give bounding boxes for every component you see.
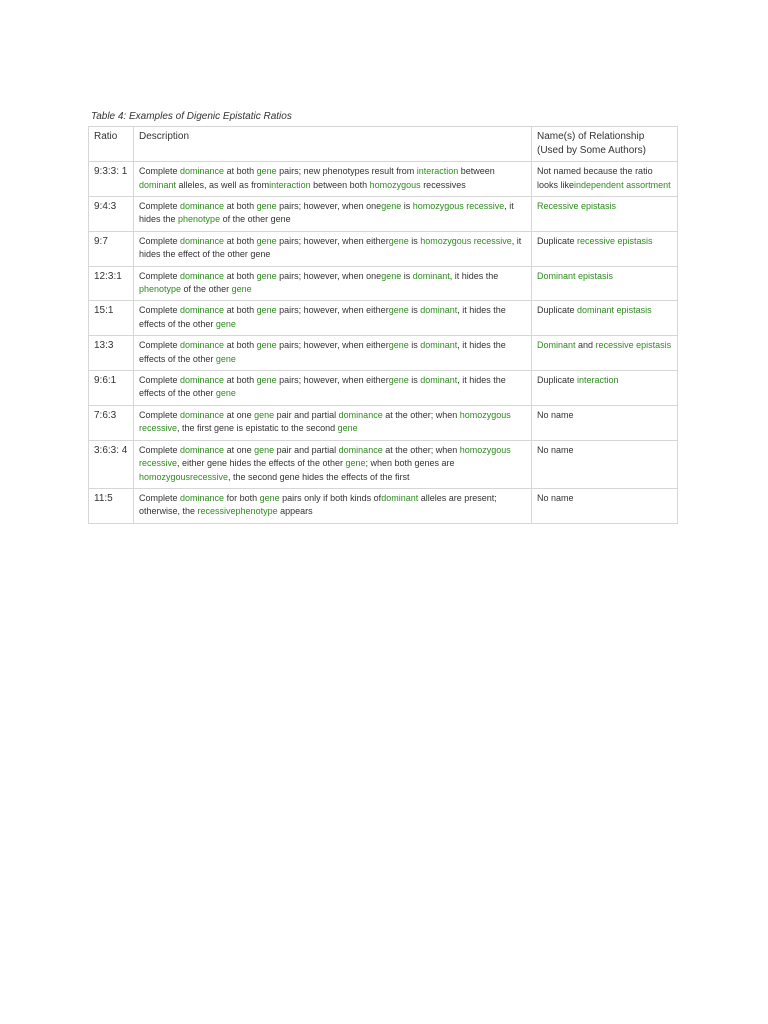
- glossary-link[interactable]: homozygous recessive: [412, 201, 505, 211]
- text-segment: , it hides the: [139, 201, 514, 225]
- text-segment: Complete: [139, 409, 181, 420]
- glossary-link[interactable]: gene: [215, 353, 236, 364]
- header-relationship-name: Name(s) of Relationship (Used by Some Authors): [532, 127, 678, 162]
- relationship-name-cell: [532, 197, 678, 232]
- text-segment: Complete: [139, 235, 181, 246]
- glossary-link[interactable]: dominance: [180, 305, 225, 316]
- header-description: Description: [134, 127, 532, 162]
- description-cell: [134, 266, 532, 301]
- glossary-link[interactable]: gene: [256, 305, 277, 316]
- text-segment: pairs; however, when either: [276, 305, 389, 316]
- table-header-row: [89, 127, 678, 162]
- text-segment: ; when both genes are: [365, 458, 455, 469]
- text-segment: Duplicate: [537, 235, 578, 246]
- description-cell: [134, 405, 532, 440]
- glossary-link[interactable]: gene: [345, 458, 366, 469]
- text-segment: at the other; when: [382, 444, 460, 455]
- text-segment: No name: [537, 444, 574, 455]
- text-segment: alleles, as well as from: [176, 179, 270, 190]
- text-segment: of the other: [181, 284, 232, 295]
- epistatic-ratios-table: [88, 126, 678, 524]
- ratio-cell: 9:6:1: [89, 371, 134, 406]
- text-segment: and: [575, 340, 596, 351]
- text-segment: , it hides the effects of the other: [139, 305, 506, 329]
- glossary-link[interactable]: dominance: [180, 375, 225, 386]
- relationship-name-cell: [532, 440, 678, 488]
- text-segment: at one: [224, 409, 255, 420]
- glossary-link[interactable]: dominant: [381, 492, 419, 503]
- relationship-name-cell: [532, 301, 678, 336]
- table-row: [89, 371, 678, 406]
- relationship-name-cell: [532, 488, 678, 523]
- glossary-link[interactable]: gene: [256, 375, 277, 386]
- relationship-name-cell: [532, 371, 678, 406]
- text-segment: is: [401, 201, 413, 211]
- glossary-link[interactable]: dominance: [180, 201, 225, 211]
- table-row: [89, 405, 678, 440]
- text-segment: for both: [224, 492, 260, 503]
- relationship-name-cell: [532, 266, 678, 301]
- text-segment: No name: [537, 409, 574, 420]
- glossary-link[interactable]: gene: [256, 270, 277, 281]
- text-segment: pairs; however, when one: [276, 270, 382, 281]
- glossary-link[interactable]: recessivephenotype: [197, 506, 278, 517]
- text-segment: Complete: [139, 201, 181, 211]
- ratio-cell: 13:3: [89, 336, 134, 371]
- glossary-link[interactable]: gene: [388, 235, 409, 246]
- ratio-cell: 9:3:3: 1: [89, 162, 134, 197]
- glossary-link[interactable]: interaction: [416, 166, 459, 177]
- glossary-link[interactable]: homozygousrecessive: [139, 471, 229, 482]
- ratio-cell: 9:7: [89, 231, 134, 266]
- glossary-link[interactable]: gene: [256, 340, 277, 351]
- glossary-link[interactable]: dominance: [180, 340, 225, 351]
- glossary-link[interactable]: gene: [259, 492, 280, 503]
- glossary-link[interactable]: gene: [254, 444, 275, 455]
- glossary-link[interactable]: dominant: [420, 375, 458, 386]
- glossary-link[interactable]: gene: [215, 318, 236, 329]
- glossary-link[interactable]: gene: [381, 270, 402, 281]
- ratio-cell: 12:3:1: [89, 266, 134, 301]
- glossary-link[interactable]: recessive epistasis: [577, 235, 653, 246]
- description-cell: [134, 336, 532, 371]
- table-row: [89, 488, 678, 523]
- glossary-link[interactable]: dominance: [338, 409, 383, 420]
- table-row: [89, 231, 678, 266]
- text-segment: at the other; when: [382, 409, 460, 420]
- text-segment: Duplicate: [537, 375, 578, 386]
- glossary-link[interactable]: homozygous recessive: [139, 444, 511, 469]
- text-segment: pair and partial: [274, 409, 339, 420]
- glossary-link[interactable]: recessive epistasis: [595, 340, 672, 351]
- glossary-link[interactable]: gene: [215, 388, 236, 399]
- text-segment: , it hides the effects of the other: [139, 375, 506, 399]
- text-segment: Complete: [139, 492, 181, 503]
- text-segment: at both: [224, 235, 257, 246]
- glossary-link[interactable]: gene: [256, 201, 277, 211]
- text-segment: pairs; however, when either: [276, 375, 389, 386]
- glossary-link[interactable]: gene: [337, 423, 358, 434]
- text-segment: recessives: [420, 179, 466, 190]
- glossary-link[interactable]: gene: [231, 284, 252, 295]
- text-segment: , it hides the effect of the other gene: [139, 235, 522, 260]
- ratio-cell: 15:1: [89, 301, 134, 336]
- description-cell: [134, 197, 532, 232]
- text-segment: is: [408, 375, 421, 386]
- text-segment: Complete: [139, 305, 181, 316]
- text-segment: at both: [224, 201, 257, 211]
- glossary-link[interactable]: interaction: [269, 179, 311, 190]
- text-segment: pair and partial: [274, 444, 339, 455]
- text-segment: between both: [310, 179, 370, 190]
- text-segment: at both: [224, 375, 257, 386]
- relationship-name-cell: [532, 336, 678, 371]
- glossary-link[interactable]: dominance: [338, 444, 383, 455]
- glossary-link[interactable]: homozygous: [369, 179, 421, 190]
- glossary-link[interactable]: dominance: [180, 444, 225, 455]
- table-body: [89, 162, 678, 524]
- glossary-link[interactable]: phenotype: [139, 284, 182, 295]
- text-segment: Complete: [139, 444, 181, 455]
- ratio-cell: 3:6:3: 4: [89, 440, 134, 488]
- text-segment: at both: [224, 166, 257, 177]
- text-segment: at both: [224, 305, 257, 316]
- text-segment: , it hides the: [449, 270, 499, 281]
- glossary-link[interactable]: homozygous recessive: [420, 235, 512, 246]
- text-segment: pairs; however, when either: [276, 340, 389, 351]
- glossary-link[interactable]: interaction: [577, 375, 619, 386]
- header-ratio: Ratio: [89, 127, 134, 162]
- table-caption: Table 4: Examples of Digenic Epistatic Ratios: [91, 111, 292, 122]
- glossary-link[interactable]: gene: [388, 305, 409, 316]
- relationship-name-cell: [532, 231, 678, 266]
- text-segment: , the second gene hides the effects of the first: [228, 471, 410, 482]
- description-cell: [134, 301, 532, 336]
- ratio-cell: 11:5: [89, 488, 134, 523]
- text-segment: , the first gene is epistatic to the second: [177, 423, 338, 434]
- text-segment: Complete: [139, 270, 181, 281]
- glossary-link[interactable]: dominant: [420, 340, 458, 351]
- glossary-link[interactable]: Recessive epistasis: [537, 201, 617, 211]
- text-segment: Duplicate: [537, 305, 578, 316]
- glossary-link[interactable]: phenotype: [178, 214, 221, 225]
- text-segment: Not named because the ratio looks like: [537, 166, 653, 190]
- text-segment: of the other gene: [220, 214, 291, 225]
- table-row: [89, 162, 678, 197]
- text-segment: is: [408, 305, 421, 316]
- ratio-cell: 9:4:3: [89, 197, 134, 232]
- glossary-link[interactable]: independent assortment: [574, 179, 671, 190]
- table-row: [89, 336, 678, 371]
- glossary-link[interactable]: dominant epistasis: [577, 305, 652, 316]
- text-segment: at one: [224, 444, 255, 455]
- glossary-link[interactable]: dominant: [420, 305, 458, 316]
- text-segment: appears: [277, 506, 313, 517]
- text-segment: pairs; however, when one: [276, 201, 382, 211]
- description-cell: [134, 440, 532, 488]
- table-row: [89, 301, 678, 336]
- table-row: [89, 197, 678, 232]
- relationship-name-cell: [532, 405, 678, 440]
- glossary-link[interactable]: homozygous recessive: [139, 409, 511, 434]
- text-segment: between: [458, 166, 495, 177]
- glossary-link[interactable]: dominant: [412, 270, 450, 281]
- text-segment: pairs; new phenotypes result from: [276, 166, 417, 177]
- text-segment: Complete: [139, 340, 181, 351]
- relationship-name-cell: [532, 162, 678, 197]
- text-segment: at both: [224, 270, 257, 281]
- document-page: [88, 110, 678, 524]
- glossary-link[interactable]: dominance: [180, 270, 225, 281]
- ratio-cell: 7:6:3: [89, 405, 134, 440]
- text-segment: pairs only if both kinds of: [279, 492, 382, 503]
- text-segment: is: [408, 340, 421, 351]
- text-segment: , it hides the effects of the other: [139, 340, 506, 364]
- text-segment: , either gene hides the effects of the other: [177, 458, 346, 469]
- description-cell: [134, 231, 532, 266]
- glossary-link[interactable]: dominance: [180, 409, 225, 420]
- description-cell: [134, 371, 532, 406]
- glossary-link[interactable]: gene: [381, 201, 402, 211]
- glossary-link[interactable]: Dominant epistasis: [537, 270, 614, 281]
- text-segment: at both: [224, 340, 257, 351]
- glossary-link[interactable]: gene: [256, 235, 277, 246]
- glossary-link[interactable]: dominance: [180, 166, 225, 177]
- text-segment: is: [401, 270, 413, 281]
- text-segment: Complete: [139, 375, 181, 386]
- glossary-link[interactable]: dominant: [139, 179, 177, 190]
- text-segment: Complete: [139, 166, 181, 177]
- glossary-link[interactable]: gene: [256, 166, 277, 177]
- glossary-link[interactable]: dominance: [180, 235, 225, 246]
- text-segment: is: [408, 235, 421, 246]
- text-segment: alleles are present; otherwise, the: [139, 492, 497, 517]
- description-cell: [134, 162, 532, 197]
- text-segment: pairs; however, when either: [276, 235, 389, 246]
- table-row: [89, 266, 678, 301]
- glossary-link[interactable]: gene: [254, 409, 275, 420]
- glossary-link[interactable]: gene: [388, 340, 409, 351]
- description-cell: [134, 488, 532, 523]
- glossary-link[interactable]: dominance: [180, 492, 225, 503]
- glossary-link[interactable]: Dominant: [537, 340, 576, 351]
- table-row: [89, 440, 678, 488]
- glossary-link[interactable]: gene: [388, 375, 409, 386]
- text-segment: No name: [537, 492, 574, 503]
